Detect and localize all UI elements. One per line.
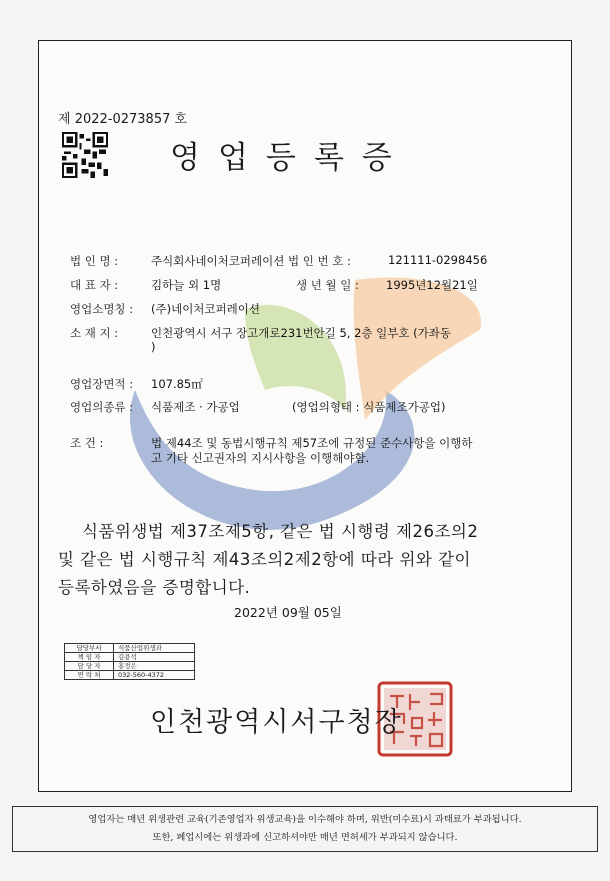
condition-line1: 법 제44조 및 동법시행규칙 제57조에 규정된 준수사항을 이행하: [151, 436, 473, 450]
corp-no-label: 법 인 번 호 :: [288, 254, 351, 268]
contact-row: [65, 671, 195, 680]
contact-key: 책 임 자: [65, 653, 114, 662]
contact-key: 담 당 자: [65, 662, 114, 671]
contact-value: 032-560-4372: [114, 671, 195, 680]
representative-value: 김하늘 외 1명: [151, 278, 222, 292]
corp-name-value: 주식회사네이처코퍼레이션: [151, 254, 285, 268]
business-form-value: (영업의형태 : 식품제조가공업): [292, 400, 446, 414]
area-label: 영업장면적 :: [70, 377, 134, 391]
issue-date: 2022년 09월 05일: [234, 605, 342, 620]
business-type-label: 영업의종류 :: [70, 400, 134, 414]
statement-line1: 식품위생법 제37조제5항, 같은 법 시행령 제26조의2: [82, 522, 479, 541]
statement-line3: 등록하였음을 증명합니다.: [58, 578, 251, 597]
registration-number: 제 2022-0273857 호: [58, 112, 188, 127]
notice-line1: 영업자는 매년 위생관련 교육(기존영업자 위생교육)을 이수해야 하며, 위반(미수료)시 과태료가 부과됩니다.: [88, 814, 522, 825]
contact-key: 연 락 처: [65, 671, 114, 680]
address-line2: ): [151, 340, 156, 354]
contact-row: [65, 653, 195, 662]
representative-label: 대 표 자 :: [70, 278, 119, 292]
contact-value: 식품산업위생과: [114, 644, 195, 653]
dob-value: 1995년12월21일: [386, 278, 478, 292]
contact-value: 홍정은: [114, 662, 195, 671]
notice-box: [12, 806, 598, 852]
statement-line2: 및 같은 법 시행규칙 제43조의2제2항에 따라 위와 같이: [58, 550, 471, 569]
area-value: 107.85㎡: [151, 377, 203, 391]
corp-no-value: 121111-0298456: [388, 253, 488, 267]
business-name-value: (주)네이처코퍼레이션: [151, 302, 260, 316]
contact-value: 김용석: [114, 653, 195, 662]
contact-key: 담당부서: [65, 644, 114, 653]
condition-line2: 고 기타 신고권자의 지시사항을 이행해야함.: [151, 451, 370, 465]
condition-label: 조 건 :: [70, 436, 104, 450]
address-label: 소 재 지 :: [70, 326, 119, 340]
contact-row: [65, 662, 195, 671]
corp-name-label: 법 인 명 :: [70, 254, 119, 268]
contact-row: [65, 644, 195, 653]
qr-code-icon: [62, 132, 108, 178]
notice-line2: 또한, 폐업시에는 위생과에 신고하셔야만 매년 면허세가 부과되지 않습니다.: [152, 832, 458, 843]
certificate-title: 영업등록증: [170, 140, 410, 176]
dob-label: 생 년 월 일 :: [296, 278, 359, 292]
business-type-value: 식품제조 · 가공업: [151, 400, 240, 414]
business-name-label: 영업소명칭 :: [70, 302, 134, 316]
issuer-name: 인천광역시서구청장: [150, 707, 403, 738]
contact-table: [64, 643, 195, 680]
address-line1: 인천광역시 서구 장고개로231번안길 5, 2층 일부호 (가좌동: [151, 326, 451, 340]
